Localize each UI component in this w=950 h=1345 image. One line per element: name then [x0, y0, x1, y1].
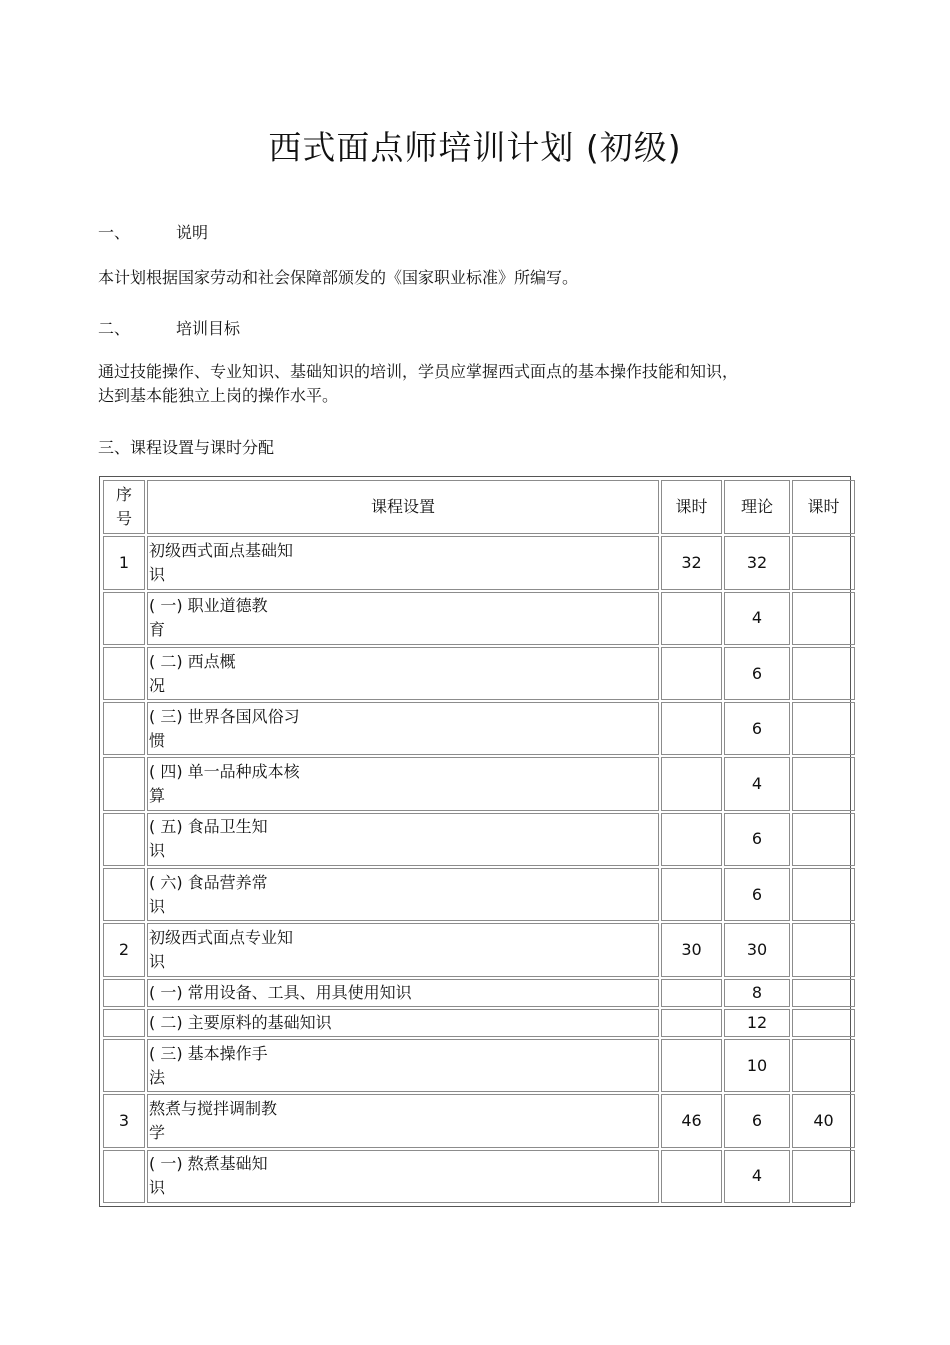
- table-row: [103, 702, 855, 755]
- cell-seq: [103, 757, 145, 810]
- cell-course-name: [147, 592, 659, 645]
- header-course: 课程设置: [147, 480, 659, 534]
- page-title: 西式面点师培训计划 (初级): [268, 128, 682, 167]
- section-label: 说明: [176, 223, 209, 242]
- course-name-line: ( 三) 世界各国风俗习: [149, 706, 300, 726]
- cell-theory: 6: [724, 702, 790, 755]
- cell-hours: 46: [661, 1094, 722, 1147]
- cell-course-name: [147, 1009, 659, 1037]
- table-row: [103, 979, 855, 1007]
- cell-theory: 10: [724, 1039, 790, 1092]
- section-1-text: 本计划根据国家劳动和社会保障部颁发的《国家职业标准》所编写。: [98, 268, 579, 287]
- cell-hours: [661, 1150, 722, 1203]
- course-name-line: 学: [149, 1122, 166, 1142]
- cell-seq: 2: [103, 923, 145, 976]
- table-row: [103, 647, 855, 700]
- cell-practice: [792, 923, 855, 976]
- cell-practice: [792, 813, 855, 866]
- course-name-line: 初级西式面点专业知: [149, 928, 294, 948]
- cell-seq: [103, 868, 145, 921]
- header-hours: 课时: [661, 480, 722, 534]
- cell-course-name: [147, 868, 659, 921]
- cell-seq: 3: [103, 1094, 145, 1147]
- cell-seq: [103, 1039, 145, 1092]
- cell-hours: [661, 813, 722, 866]
- course-name-line: 识: [149, 952, 166, 972]
- table-row: [103, 923, 855, 976]
- cell-course-name: [147, 979, 659, 1007]
- cell-hours: [661, 647, 722, 700]
- course-name-line: 算: [149, 786, 166, 806]
- cell-theory: 8: [724, 979, 790, 1007]
- table-body: [103, 536, 855, 1203]
- section-number: 一、: [98, 223, 131, 242]
- cell-hours: [661, 592, 722, 645]
- course-name-line: ( 六) 食品营养常: [149, 872, 268, 892]
- section-heading-1: [98, 220, 208, 243]
- header-seq-line: 序: [115, 485, 132, 505]
- course-name-line: 熬煮与搅拌调制教: [149, 1098, 278, 1118]
- course-name-line: 惯: [149, 730, 166, 750]
- cell-theory: 6: [724, 1094, 790, 1147]
- cell-seq: [103, 979, 145, 1007]
- cell-practice: [792, 979, 855, 1007]
- course-name-line: ( 三) 基本操作手: [149, 1043, 268, 1063]
- course-name-line: 育: [149, 620, 166, 640]
- cell-practice: [792, 1150, 855, 1203]
- section-number: 二、: [98, 319, 131, 338]
- header-seq-line: 号: [115, 509, 132, 529]
- header-theory: 理论: [724, 480, 790, 534]
- cell-hours: [661, 1009, 722, 1037]
- cell-practice: [792, 1009, 855, 1037]
- cell-practice: [792, 592, 855, 645]
- course-table: [99, 476, 851, 1207]
- cell-practice: [792, 702, 855, 755]
- table-row: [103, 1094, 855, 1147]
- cell-practice: [792, 536, 855, 589]
- cell-hours: [661, 757, 722, 810]
- table-row: [103, 757, 855, 810]
- cell-seq: [103, 647, 145, 700]
- cell-course-name: [147, 1039, 659, 1092]
- table-row: [103, 868, 855, 921]
- cell-theory: 4: [724, 1150, 790, 1203]
- course-name-line: 初级西式面点基础知: [149, 540, 294, 560]
- table-row: [103, 592, 855, 645]
- section-heading-2: [98, 316, 240, 339]
- cell-course-name: [147, 536, 659, 589]
- cell-hours: [661, 1039, 722, 1092]
- cell-hours: [661, 702, 722, 755]
- cell-seq: [103, 592, 145, 645]
- cell-seq: [103, 813, 145, 866]
- table-row: [103, 813, 855, 866]
- course-name-line: ( 四) 单一品种成本核: [149, 762, 300, 782]
- cell-practice: 40: [792, 1094, 855, 1147]
- course-name-line: 况: [149, 675, 166, 695]
- cell-practice: [792, 647, 855, 700]
- course-name-line: ( 一) 常用设备、工具、用具使用知识: [149, 982, 412, 1002]
- cell-practice: [792, 868, 855, 921]
- table-row: [103, 1150, 855, 1203]
- cell-course-name: [147, 923, 659, 976]
- header-seq: [103, 480, 145, 534]
- cell-theory: 30: [724, 923, 790, 976]
- cell-hours: [661, 868, 722, 921]
- cell-practice: [792, 1039, 855, 1092]
- course-name-line: ( 一) 熬煮基础知: [149, 1154, 268, 1174]
- section-2-text: [98, 360, 818, 408]
- course-name-line: 识: [149, 564, 166, 584]
- header-practice: 课时: [792, 480, 855, 534]
- cell-hours: 30: [661, 923, 722, 976]
- course-name-line: 识: [149, 1178, 166, 1198]
- course-name-line: ( 二) 主要原料的基础知识: [149, 1012, 332, 1032]
- cell-practice: [792, 757, 855, 810]
- cell-seq: [103, 1150, 145, 1203]
- section-2-text-line: 达到基本能独立上岗的操作水平。: [98, 386, 339, 405]
- cell-theory: 32: [724, 536, 790, 589]
- cell-course-name: [147, 647, 659, 700]
- cell-course-name: [147, 1094, 659, 1147]
- course-name-line: ( 一) 职业道德教: [149, 596, 268, 616]
- table-header-row: [103, 480, 855, 534]
- course-name-line: ( 二) 西点概: [149, 651, 236, 671]
- section-label: 培训目标: [176, 319, 241, 338]
- cell-theory: 12: [724, 1009, 790, 1037]
- course-name-line: 识: [149, 841, 166, 861]
- cell-seq: [103, 1009, 145, 1037]
- cell-theory: 4: [724, 592, 790, 645]
- cell-hours: 32: [661, 536, 722, 589]
- cell-hours: [661, 979, 722, 1007]
- cell-seq: 1: [103, 536, 145, 589]
- course-name-line: 法: [149, 1067, 166, 1087]
- section-heading-3: 三、课程设置与课时分配: [98, 438, 275, 457]
- cell-theory: 6: [724, 813, 790, 866]
- table-row: [103, 1009, 855, 1037]
- cell-course-name: [147, 702, 659, 755]
- cell-theory: 4: [724, 757, 790, 810]
- course-name-line: ( 五) 食品卫生知: [149, 817, 268, 837]
- cell-course-name: [147, 757, 659, 810]
- cell-theory: 6: [724, 868, 790, 921]
- cell-seq: [103, 702, 145, 755]
- section-2-text-line: 通过技能操作、专业知识、基础知识的培训，学员应掌握西式面点的基本操作技能和知识，: [98, 362, 739, 381]
- table-row: [103, 536, 855, 589]
- cell-theory: 6: [724, 647, 790, 700]
- cell-course-name: [147, 813, 659, 866]
- course-name-line: 识: [149, 896, 166, 916]
- table-row: [103, 1039, 855, 1092]
- cell-course-name: [147, 1150, 659, 1203]
